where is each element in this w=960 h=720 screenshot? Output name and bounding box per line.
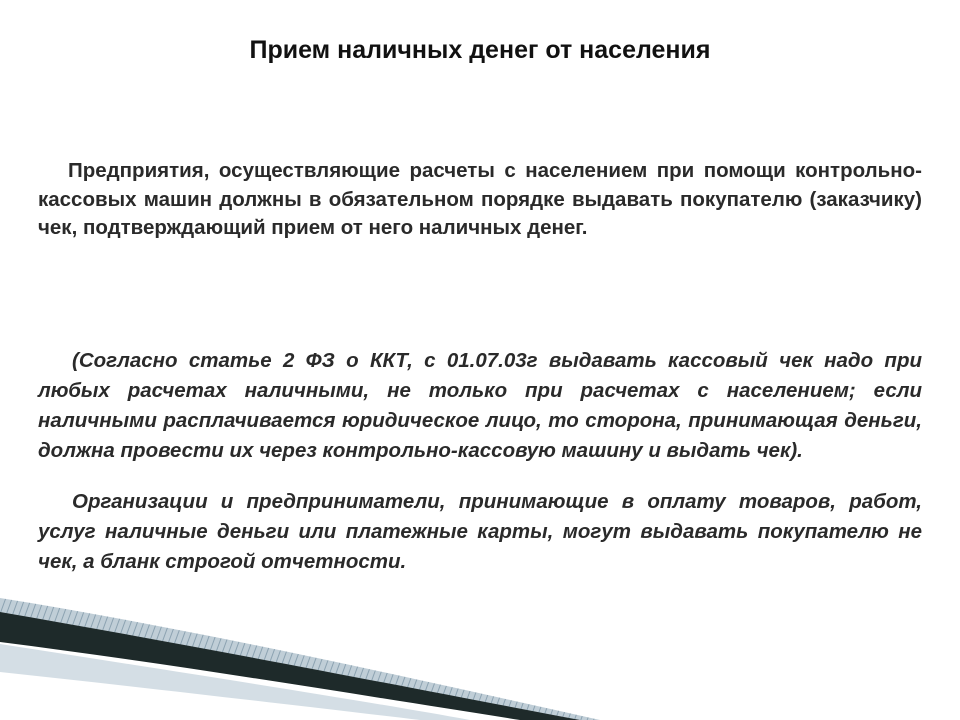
paragraph-strict-reporting: Организации и предприниматели, принимающие в оплату товаров, работ, услуг наличные деньги или платежные карты, могут выдавать покупателю не чек, а бланк строгой отчетности. xyxy=(38,490,922,573)
paragraph-law-note: (Согласно статье 2 ФЗ о ККТ, с 01.07.03г выдавать кассовый чек надо при любых расчетах наличными, не только при расчетах с населением; если наличными расплачивается юридическое лицо, то сторона, принимающая деньги, должна провести их через контрольно-кассовую машину и выдать чек). xyxy=(38,349,922,462)
paragraph-main: Предприятия, осуществляющие расчеты с населением при помощи контрольно-кассовых машин должны в обязательном порядке выдавать покупателю (заказчику) чек, подтверждающий прием от него наличных денег. xyxy=(38,159,922,239)
slide-title: Прием наличных денег от населения xyxy=(249,36,711,64)
decorative-swoosh xyxy=(0,560,960,720)
